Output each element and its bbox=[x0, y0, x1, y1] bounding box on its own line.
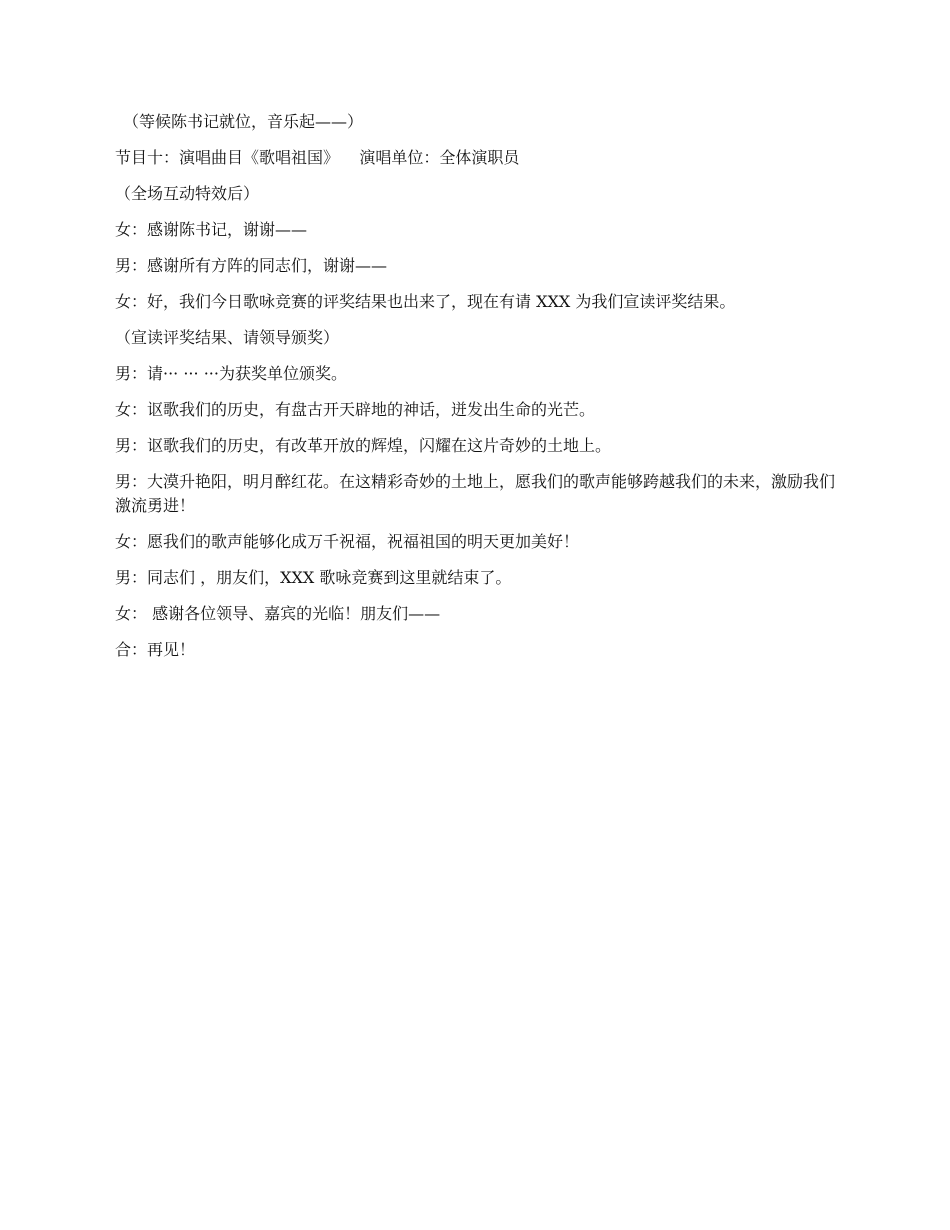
dialogue-line: 女： 感谢各位领导、嘉宾的光临！朋友们—— bbox=[115, 604, 441, 623]
dialogue-line: 男：请··· ··· ···为获奖单位颁奖。 bbox=[115, 364, 347, 383]
stage-direction-waiting: （等候陈书记就位，音乐起——） bbox=[123, 112, 364, 131]
dialogue-line: 女：好，我们今日歌咏竞赛的评奖结果也出来了，现在有请 XXX 为我们宣读评奖结果。 bbox=[115, 292, 736, 311]
dialogue-line: 女：感谢陈书记，谢谢—— bbox=[115, 220, 308, 239]
stage-direction-effects: （全场互动特效后） bbox=[115, 184, 260, 203]
dialogue-line: 男：同志们 ，朋友们，XXX 歌咏竞赛到这里就结束了。 bbox=[115, 568, 512, 587]
stage-direction-awards: （宣读评奖结果、请领导颁奖） bbox=[115, 328, 340, 347]
document-body bbox=[115, 110, 845, 674]
program-item-ten: 节目十：演唱曲目《歌唱祖国》 演唱单位：全体演职员 bbox=[115, 148, 520, 167]
dialogue-line: 男：大漠升艳阳，明月醉红花。在这精彩奇妙的土地上，愿我们的歌声能够跨越我们的未来，激励我们激流勇进！ bbox=[115, 472, 836, 515]
dialogue-line: 男：讴歌我们的历史，有改革开放的辉煌，闪耀在这片奇妙的土地上。 bbox=[115, 436, 612, 455]
dialogue-line: 男：感谢所有方阵的同志们，谢谢—— bbox=[115, 256, 388, 275]
dialogue-line: 女：讴歌我们的历史，有盘古开天辟地的神话，迸发出生命的光芒。 bbox=[115, 400, 596, 419]
dialogue-line: 女：愿我们的歌声能够化成万千祝福，祝福祖国的明天更加美好！ bbox=[115, 532, 580, 551]
closing-line: 合：再见！ bbox=[115, 640, 196, 659]
